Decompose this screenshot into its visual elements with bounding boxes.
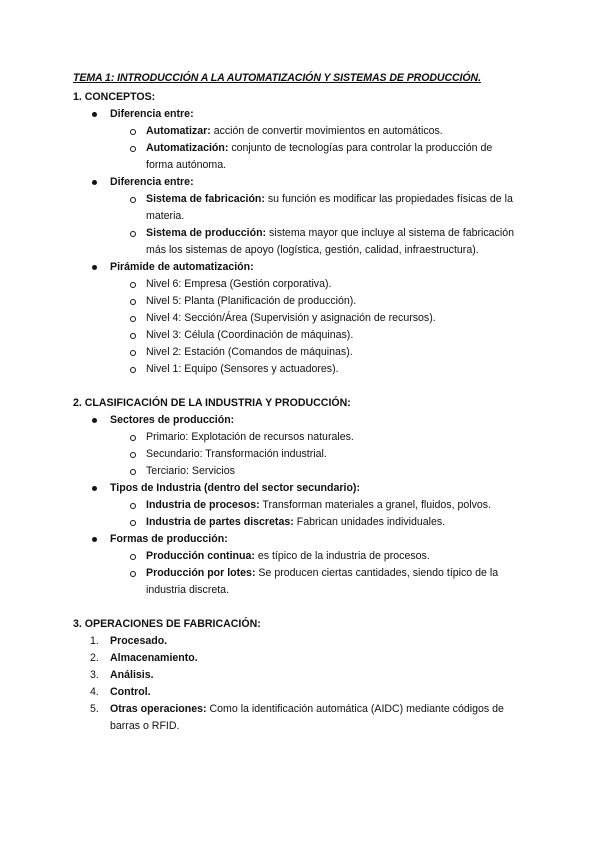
list-item: Nivel 4: Sección/Área (Supervisión y asignación de recursos). [146,310,436,327]
list-item: Control. [110,686,151,698]
list-item: Nivel 2: Estación (Comandos de máquinas). [146,344,353,361]
list-item [146,565,498,582]
term: Automatización: [146,142,229,154]
term: Producción continua: [146,550,255,562]
list-item: Pirámide de automatización: [110,259,254,276]
list-number: 2. [90,652,99,664]
term: Producción por lotes: [146,567,256,579]
list-item [146,548,430,565]
list-item: Almacenamiento. [110,652,198,664]
definition: conjunto de tecnologías para controlar la producción de [228,142,493,154]
definition: su función es modificar las propiedades físicas de la [264,193,513,205]
list-item: Nivel 1: Equipo (Sensores y actuadores). [146,361,339,378]
section-heading: 1. CONCEPTOS: [73,91,156,103]
section-heading: 2. CLASIFICACIÓN DE LA INDUSTRIA Y PRODUCCIÓN: [73,397,351,409]
list-item: Primario: Explotación de recursos naturales. [146,429,354,446]
list-item: Diferencia entre: [110,106,194,123]
list-item: Nivel 6: Empresa (Gestión corporativa). [146,276,331,293]
definition: acción de convertir movimientos en automáticos. [210,125,443,137]
definition: Se producen ciertas cantidades, siendo típico de la [255,567,499,579]
term: Otras operaciones: [110,703,207,715]
list-item: Tipos de Industria (dentro del sector secundario): [110,480,360,497]
term: Automatizar: [146,125,211,137]
document-title: TEMA 1: INTRODUCCIÓN A LA AUTOMATIZACIÓN Y SISTEMAS DE PRODUCCIÓN. [73,72,481,84]
term: Sistema de fabricación: [146,193,265,205]
definition-continuation: industria discreta. [146,584,230,596]
list-item: Nivel 3: Célula (Coordinación de máquinas). [146,327,353,344]
list-item: Análisis. [110,669,154,681]
definition: Como la identificación automática (AIDC) mediante códigos de [206,703,504,715]
list-item: Sectores de producción: [110,412,234,429]
list-item: Formas de producción: [110,531,228,548]
definition: Transforman materiales a granel, fluidos, polvos. [259,499,492,511]
list-item: Secundario: Transformación industrial. [146,446,327,463]
term: Industria de procesos: [146,499,260,511]
list-item: Diferencia entre: [110,174,194,191]
definition-continuation: forma autónoma. [146,159,227,171]
definition-continuation: más los sistemas de apoyo (logística, gestión, calidad, infraestructura). [146,244,479,256]
definition-continuation: materia. [146,210,185,222]
definition: Fabrican unidades individuales. [293,516,446,528]
term: Sistema de producción: [146,227,267,239]
list-item: Nivel 5: Planta (Planificación de producción). [146,293,356,310]
definition: es típico de la industria de procesos. [254,550,430,562]
list-item: Procesado. [110,635,168,647]
list-number: 4. [90,686,99,698]
list-item [146,123,443,140]
list-number: 3. [90,669,99,681]
list-item [110,701,504,718]
list-item [146,225,514,242]
definition-continuation: barras o RFID. [110,720,180,732]
definition: sistema mayor que incluye al sistema de fabricación [266,227,514,239]
list-item [146,191,513,208]
list-number: 5. [90,703,99,715]
list-item [146,497,491,514]
list-item [146,514,445,531]
list-number: 1. [90,635,99,647]
section-heading: 3. OPERACIONES DE FABRICACIÓN: [73,618,261,630]
list-item [146,140,492,157]
list-item: Terciario: Servicios [146,463,235,480]
term: Industria de partes discretas: [146,516,294,528]
